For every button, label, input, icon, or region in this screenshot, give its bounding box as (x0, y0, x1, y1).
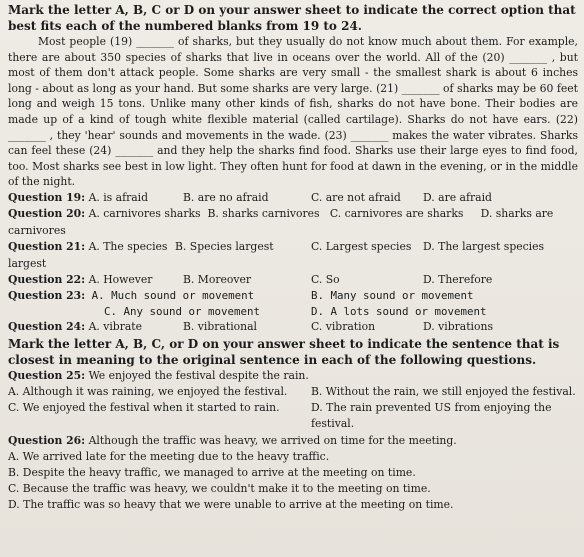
q21-option-b[interactable]: B. Species largest (175, 240, 274, 254)
q24-option-a[interactable]: A. vibrate (88, 320, 143, 334)
question-21-label: Question 21: (8, 240, 86, 254)
q24-option-b[interactable]: B. vibrational (183, 320, 257, 334)
question-24-label: Question 24: (8, 320, 86, 334)
q22-option-c[interactable]: C. So (311, 272, 340, 286)
q24-option-c[interactable]: C. vibration (311, 320, 376, 334)
question-20-label: Question 20: (8, 207, 86, 221)
q25-option-d[interactable]: D. The rain prevented US from enjoying the festival. (311, 401, 552, 431)
q25-option-c[interactable]: C. We enjoyed the festival when it started to rain. (8, 401, 280, 414)
q25-option-b[interactable]: B. Without the rain, we still enjoyed the festival. (311, 384, 576, 398)
question-25-stem (8, 368, 578, 384)
q22-option-b[interactable]: B. Moreover (183, 272, 252, 286)
q20-option-b[interactable]: B. sharks carnivores (207, 207, 320, 221)
question-22-label: Question 22: (8, 272, 86, 286)
q21-option-d[interactable]: D. The largest species (423, 240, 545, 254)
section2-instruction: Mark the letter A, B, C, or D on your answer sheet to indicate the sentence that is closest in meaning to the original sentence in each of the following questions. (8, 336, 560, 367)
q19-option-b[interactable]: B. are no afraid (183, 190, 269, 204)
question-22-stem (8, 272, 183, 288)
question-24 (8, 319, 578, 335)
question-23-row1 (8, 288, 578, 303)
question-23-row2 (8, 304, 578, 319)
passage-text: Most people (19) _______ of sharks, but they usually do not know much about them. For example, there are about 350 species of sharks that live in oceans over the world. All of the (20) _______ , but most of them don't attack people. Some sharks are very small - the smallest shark is about 6 inches long - about as long as your hand. But some sharks are very large. (21) _______ of sharks may be 60 feet long and weigh 15 tons. Unlike many other kinds of fish, sharks do not have bone. Their bodies are made up of a kind of tough white flexible material (called cartilage). Sharks do not have ears. (22) _______ , they 'hear' sounds and movements in the wade. (23) _______ makes the water vibrates. Sharks can feel these (24) _______ and they help the sharks find food. Sharks use their large eyes to find food, too. Most sharks see best in low light. They often hunt for food at dawn in the evening, or in the middle of the night. (8, 35, 578, 189)
question-26-label: Question 26: (8, 433, 86, 447)
question-25-options-row1 (8, 384, 578, 400)
q23-option-c[interactable]: C. Any sound or movement (104, 304, 261, 318)
question-26-stem (8, 433, 578, 449)
question-25-label: Question 25: (8, 368, 86, 382)
q22-option-d[interactable]: D. Therefore (423, 272, 493, 286)
q22-option-a[interactable]: A. However (88, 272, 153, 286)
q23-option-b[interactable]: B. Many sound or movement (311, 289, 474, 303)
q26-option-d[interactable]: D. The traffic was so heavy that we were unable to arrive at the meeting on time. (8, 497, 454, 511)
q23-option-a[interactable]: A. Much sound or movement (91, 289, 255, 303)
question-26-sentence: Although the traffic was heavy, we arrived on time for the meeting. (88, 433, 457, 447)
q20-option-d[interactable]: D. sharks are carnivores (8, 207, 554, 237)
question-22 (8, 272, 578, 288)
question-25-sentence: We enjoyed the festival despite the rain. (88, 368, 309, 382)
question-21 (8, 239, 578, 272)
reading-passage (8, 34, 578, 190)
question-19-stem (8, 190, 183, 206)
q26-option-b[interactable]: B. Despite the heavy traffic, we managed to arrive at the meeting on time. (8, 465, 416, 479)
section1-instruction: Mark the letter A, B, C or D on your answer sheet to indicate the correct option that best fits each of the numbered blanks from 19 to 24. (8, 3, 576, 33)
question-20 (8, 206, 578, 239)
q20-option-a[interactable]: A. carnivores sharks (88, 207, 201, 221)
q25-option-a[interactable]: A. Although it was raining, we enjoyed the festival. (8, 384, 288, 398)
q19-option-a[interactable]: A. is afraid (88, 190, 149, 204)
q24-option-d[interactable]: D. vibrations (423, 320, 493, 334)
question-21-stem (8, 239, 183, 272)
q26-option-c[interactable]: C. Because the traffic was heavy, we couldn't make it to the meeting on time. (8, 481, 431, 495)
q19-option-d[interactable]: D. are afraid (423, 190, 492, 204)
question-25-options-row2 (8, 400, 578, 433)
q26-option-a[interactable]: A. We arrived late for the meeting due to the heavy traffic. (8, 449, 330, 463)
q19-option-c[interactable]: C. are not afraid (311, 190, 401, 204)
question-23-stem (8, 288, 311, 303)
q21-option-c[interactable]: C. Largest species (311, 240, 412, 254)
question-19-label: Question 19: (8, 190, 86, 204)
question-19 (8, 190, 578, 206)
q23-option-d[interactable]: D. A lots sound or movement (311, 304, 487, 318)
q20-option-c[interactable]: C. carnivores are sharks (329, 207, 464, 221)
question-24-stem (8, 319, 183, 335)
question-23-label: Question 23: (8, 289, 86, 303)
q21-option-a[interactable]: A. The species largest (8, 240, 168, 270)
